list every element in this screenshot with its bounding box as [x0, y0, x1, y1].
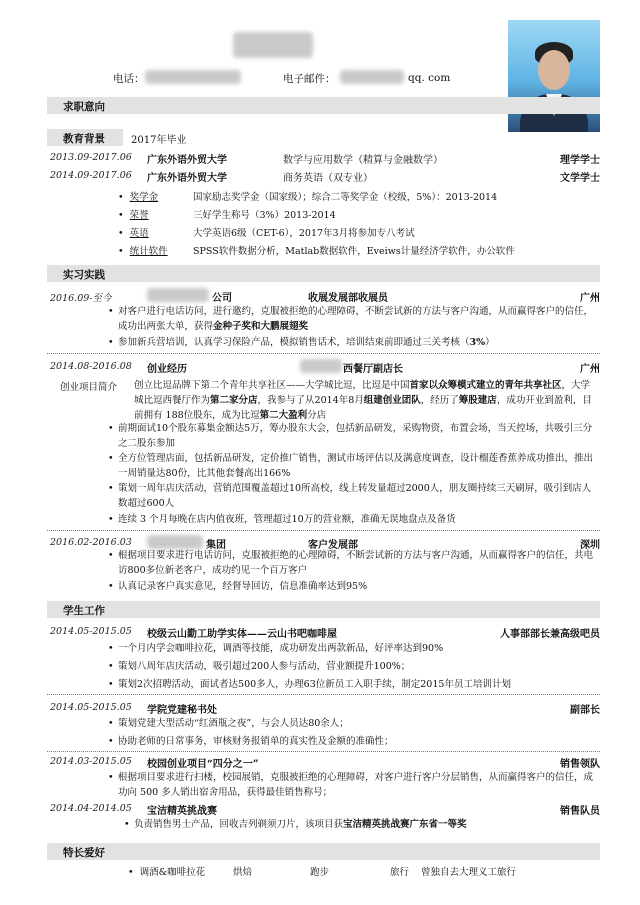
divider	[47, 751, 600, 752]
edu-school-1: 广东外语外贸大学	[147, 155, 227, 166]
edu-date-2: 2014.09-2017.06	[50, 170, 132, 181]
edu-item-2: • 荣誉	[118, 210, 149, 221]
section-student-work: 学生工作	[47, 601, 600, 618]
edu-item-3-text: 大学英语6级（CET-6），2017年3月将参加专八考试	[193, 228, 415, 239]
edu-major-1: 数学与应用数学（精算与金融数学）	[283, 155, 443, 166]
practice-3-bullet-1: • 根据项目要求进行电话访问，克服被拒绝的心理障碍，不断尝试新的方法与客户沟通，从而赢得客户的信任，共电访800多位新老客户，成功约见一个百万客户	[108, 550, 594, 576]
practice-role-1: 收展发展部收展员	[308, 293, 388, 304]
project-intro-label: 创业项目简介	[60, 382, 118, 393]
section-intent: 求职意向	[47, 97, 600, 114]
student-date-4: 2014.04-2014.05	[50, 803, 132, 814]
edu-item-1: • 奖学金	[118, 192, 159, 203]
section-hobbies: 特长爱好	[47, 843, 600, 860]
practice-city-1: 广州	[580, 293, 600, 304]
practice-date-1: 2016.09-至今	[50, 293, 112, 304]
student-1-bullet-2: • 策划八周年店庆活动，吸引超过200人参与活动，营业额提升100%；	[108, 661, 411, 672]
name-redacted	[233, 32, 313, 58]
student-org-4: 宝洁精英挑战赛	[147, 806, 217, 817]
edu-degree-1: 理学学士	[560, 155, 600, 166]
student-role-1: 人事部部长兼高级吧员	[500, 629, 600, 640]
practice-2-bullet-2: • 全方位管理店面，包括新品研发，定价推广销售，测试市场评估以及满意度调查，设计榴莲香蕉养成功推出，推出一周销量达80份，比其他套餐高出166%	[108, 453, 594, 479]
hobby-item-1: • 调酒&咖啡拉花	[128, 867, 206, 878]
student-2-bullet-2: • 协助老师的日常事务，审核财务报销单的真实性及金额的准确性；	[108, 736, 394, 747]
practice-city-3: 深圳	[580, 540, 600, 551]
student-date-2: 2014.05-2015.05	[50, 702, 132, 713]
practice-title-2: 创业经历	[147, 364, 187, 375]
practice-1-bullet-2: • 参加新兵营培训，认真学习保险产品，模拟销售话术，培训结束前即通过三关考核（3%）	[108, 337, 495, 348]
divider	[47, 353, 600, 354]
student-org-3: 校园创业项目“四分之一”	[147, 759, 259, 770]
student-3-bullet-1: • 根据项目要求进行扫楼，校园展销，克服被拒绝的心理障碍，对客户进行客户分层销售，从而赢得客户的信任，成功向 500 多人销出宿舍用品，获得最佳销售称号；	[108, 772, 594, 798]
student-4-bullet-1: • 负责销售男士产品，回收吉列剃须刀片，该项目获宝洁精英挑战赛广东省一等奖	[124, 819, 467, 830]
edu-school-2: 广东外语外贸大学	[147, 173, 227, 184]
practice-3-bullet-2: • 认真记录客户真实意见，经督导回访，信息准确率达到95%	[108, 581, 368, 592]
divider	[47, 530, 600, 531]
project-intro-text: 创立比逗品牌下第二个青年共享社区——大学城比逗，比逗是中国首家以众筹模式建立的青年共享社区，大学城比逗西餐厅作为第二家分店，我参与了从2014年8月组建创业团队，经历了筹股建店，成功开业到盈利，目前拥有 188位股东，成为比逗第二大盈利分店	[134, 380, 592, 421]
student-2-bullet-1: • 策划党建大型活动“红酒瓶之夜”，与会人员达80余人；	[108, 718, 349, 729]
practice-company-1: 公司	[212, 293, 232, 304]
section-education: 教育背景	[47, 129, 123, 146]
student-date-1: 2014.05-2015.05	[50, 626, 132, 637]
company-redacted-1	[147, 288, 209, 302]
practice-date-3: 2016.02-2016.03	[50, 537, 132, 548]
edu-item-4: • 统计软件	[118, 246, 168, 257]
phone-label: 电话：	[113, 73, 145, 85]
student-org-1: 校级云山勤工助学实体——云山书吧咖啡屋	[147, 629, 337, 640]
student-1-bullet-1: • 一个月内学会咖啡拉花，调酒等技能，成功研发出两款新品，好评率达到90%	[108, 643, 444, 654]
practice-date-2: 2014.08-2016.08	[50, 361, 132, 372]
section-practice: 实习实践	[47, 265, 600, 282]
practice-role-2: 西餐厅副店长	[343, 364, 403, 375]
practice-2-bullet-4: • 连续 3 个月每晚在店内值夜班，管理超过10万的营业额，准确无误地盘点及备货	[108, 514, 456, 525]
email-redacted	[340, 70, 404, 84]
student-date-3: 2014.03-2015.05	[50, 756, 132, 767]
edu-item-4-text: SPSS软件数据分析，Matlab数据软件，Eveiws计量经济学软件，办公软件	[193, 246, 515, 257]
company-redacted-3	[147, 535, 203, 549]
edu-major-2: 商务英语（双专业）	[283, 173, 373, 184]
student-role-2: 副部长	[570, 705, 600, 716]
hobby-item-5: 曾独自去大理义工旅行	[421, 867, 517, 878]
profile-photo	[508, 20, 600, 132]
email-label: 电子邮件：	[283, 73, 336, 85]
edu-date-1: 2013.09-2017.06	[50, 152, 132, 163]
student-role-3: 销售领队	[560, 759, 600, 770]
edu-item-3: • 英语	[118, 228, 149, 239]
edu-item-2-text: 三好学生称号（3%）2013-2014	[193, 210, 336, 221]
student-1-bullet-3: • 策划2次招聘活动，面试者达500多人，办理63位新员工入职手续，制定2015年员工培训计划	[108, 679, 511, 690]
divider	[47, 694, 600, 695]
email-suffix: qq. com	[408, 72, 451, 84]
graduation-year: 2017年毕业	[131, 135, 187, 146]
hobby-item-3: 跑步	[310, 867, 330, 878]
company-redacted-2	[300, 359, 342, 373]
practice-1-bullet-1: • 对客户进行电话访问，进行邀约，克服被拒绝的心理障碍，不断尝试新的方法与客户沟通，从而赢得客户的信任，成功出两张大单，获得金种子奖和大鹏展翅奖	[108, 306, 594, 332]
edu-degree-2: 文学学士	[560, 173, 600, 184]
practice-2-bullet-1: • 前期面试10个股东募集金额达5万，筹办股东大会，包括新品研发，采购物资，布置会场，当天控场，共吸引三分之二股东参加	[108, 423, 593, 449]
hobby-item-2: 烘焙	[233, 867, 253, 878]
student-org-2: 学院党建秘书处	[147, 705, 217, 716]
practice-company-3: 集团	[206, 540, 226, 551]
practice-city-2: 广州	[580, 364, 600, 375]
practice-role-3: 客户发展部	[308, 540, 358, 551]
phone-redacted	[145, 70, 241, 84]
edu-item-1-text: 国家励志奖学金（国家级）；综合二等奖学金（校级，5%）：2013-2014	[193, 192, 498, 203]
practice-2-bullet-3: • 策划一周年店庆活动，营销范围覆盖超过10所高校，线上转发量超过2000人，朋友圈持续三天刷屏，吸引到店人数超过600人	[108, 483, 592, 509]
hobby-item-4: 旅行	[390, 867, 410, 878]
student-role-4: 销售队员	[560, 806, 600, 817]
